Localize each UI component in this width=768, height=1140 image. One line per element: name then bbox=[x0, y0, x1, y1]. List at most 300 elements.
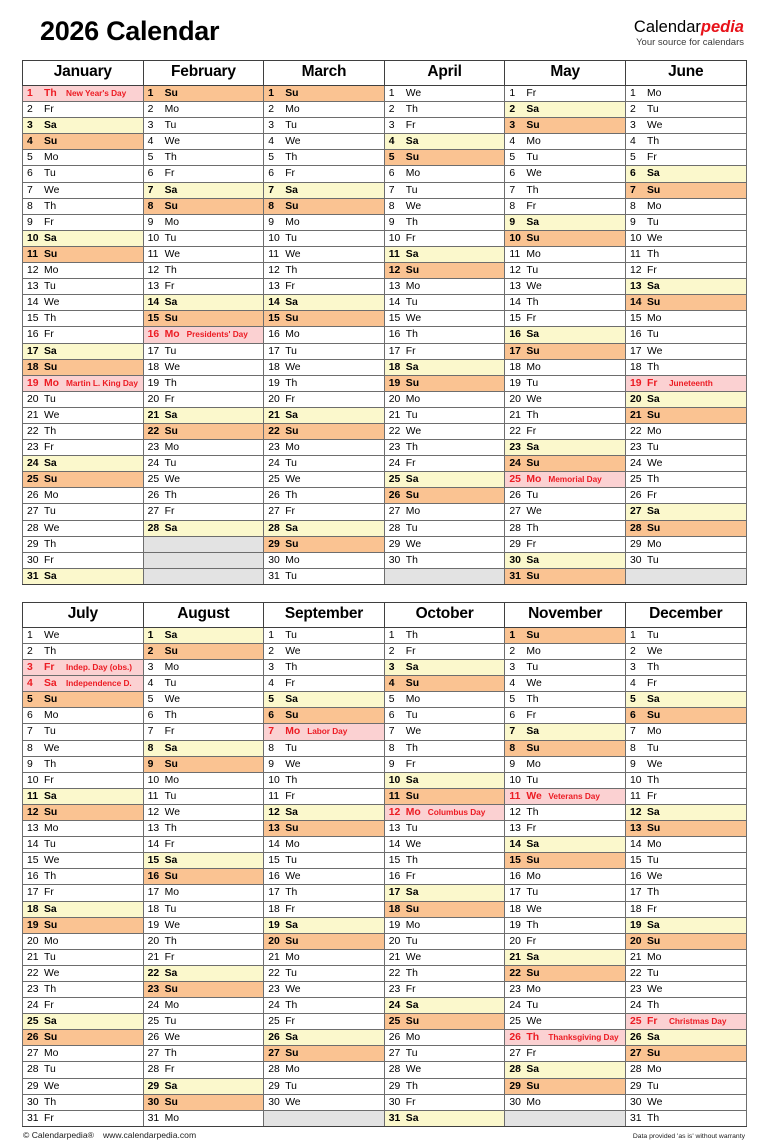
day-cell-november-25[interactable] bbox=[505, 1014, 626, 1030]
day-cell-january-6[interactable] bbox=[23, 166, 144, 182]
day-cell-august-28[interactable] bbox=[143, 1062, 264, 1078]
day-cell-april-23[interactable] bbox=[384, 440, 505, 456]
day-cell-june-3[interactable] bbox=[625, 118, 746, 134]
day-cell-june-14[interactable] bbox=[625, 295, 746, 311]
day-cell-july-31[interactable] bbox=[23, 1110, 144, 1126]
day-cell-may-29[interactable] bbox=[505, 536, 626, 552]
day-cell-march-12[interactable] bbox=[264, 263, 385, 279]
day-cell-june-27[interactable] bbox=[625, 504, 746, 520]
day-cell-december-24[interactable] bbox=[625, 998, 746, 1014]
day-cell-april-27[interactable] bbox=[384, 504, 505, 520]
day-cell-june-1[interactable] bbox=[625, 86, 746, 102]
day-cell-june-17[interactable] bbox=[625, 343, 746, 359]
day-cell-october-7[interactable] bbox=[384, 724, 505, 740]
day-cell-september-2[interactable] bbox=[264, 644, 385, 660]
day-cell-may-7[interactable] bbox=[505, 182, 626, 198]
day-cell-december-28[interactable] bbox=[625, 1062, 746, 1078]
day-cell-april-7[interactable] bbox=[384, 182, 505, 198]
day-cell-november-11[interactable] bbox=[505, 788, 626, 804]
day-cell-september-16[interactable] bbox=[264, 869, 385, 885]
day-cell-october-25[interactable] bbox=[384, 1014, 505, 1030]
day-cell-april-6[interactable] bbox=[384, 166, 505, 182]
day-cell-january-21[interactable] bbox=[23, 407, 144, 423]
day-cell-february-7[interactable] bbox=[143, 182, 264, 198]
day-cell-february-1[interactable] bbox=[143, 86, 264, 102]
day-cell-january-3[interactable] bbox=[23, 118, 144, 134]
day-cell-october-10[interactable] bbox=[384, 772, 505, 788]
day-cell-march-10[interactable] bbox=[264, 230, 385, 246]
day-cell-march-28[interactable] bbox=[264, 520, 385, 536]
day-cell-april-10[interactable] bbox=[384, 230, 505, 246]
day-cell-october-20[interactable] bbox=[384, 933, 505, 949]
day-cell-october-24[interactable] bbox=[384, 998, 505, 1014]
day-cell-february-15[interactable] bbox=[143, 311, 264, 327]
day-cell-february-21[interactable] bbox=[143, 407, 264, 423]
day-cell-january-28[interactable] bbox=[23, 520, 144, 536]
day-cell-august-9[interactable] bbox=[143, 756, 264, 772]
day-cell-july-22[interactable] bbox=[23, 965, 144, 981]
day-cell-august-30[interactable] bbox=[143, 1094, 264, 1110]
day-cell-may-21[interactable] bbox=[505, 407, 626, 423]
day-cell-july-21[interactable] bbox=[23, 949, 144, 965]
day-cell-february-11[interactable] bbox=[143, 246, 264, 262]
day-cell-august-26[interactable] bbox=[143, 1030, 264, 1046]
day-cell-august-25[interactable] bbox=[143, 1014, 264, 1030]
day-cell-july-26[interactable] bbox=[23, 1030, 144, 1046]
day-cell-may-30[interactable] bbox=[505, 552, 626, 568]
day-cell-august-12[interactable] bbox=[143, 804, 264, 820]
day-cell-july-29[interactable] bbox=[23, 1078, 144, 1094]
day-cell-june-26[interactable] bbox=[625, 488, 746, 504]
day-cell-march-27[interactable] bbox=[264, 504, 385, 520]
day-cell-june-25[interactable] bbox=[625, 472, 746, 488]
day-cell-november-19[interactable] bbox=[505, 917, 626, 933]
day-cell-august-24[interactable] bbox=[143, 998, 264, 1014]
day-cell-december-10[interactable] bbox=[625, 772, 746, 788]
day-cell-may-28[interactable] bbox=[505, 520, 626, 536]
day-cell-march-17[interactable] bbox=[264, 343, 385, 359]
day-cell-november-23[interactable] bbox=[505, 981, 626, 997]
day-cell-november-24[interactable] bbox=[505, 998, 626, 1014]
day-cell-march-30[interactable] bbox=[264, 552, 385, 568]
day-cell-may-10[interactable] bbox=[505, 230, 626, 246]
day-cell-july-19[interactable] bbox=[23, 917, 144, 933]
day-cell-august-3[interactable] bbox=[143, 660, 264, 676]
day-cell-september-24[interactable] bbox=[264, 998, 385, 1014]
day-cell-october-15[interactable] bbox=[384, 853, 505, 869]
day-cell-december-30[interactable] bbox=[625, 1094, 746, 1110]
day-cell-june-23[interactable] bbox=[625, 440, 746, 456]
day-cell-april-8[interactable] bbox=[384, 198, 505, 214]
day-cell-august-27[interactable] bbox=[143, 1046, 264, 1062]
day-cell-july-16[interactable] bbox=[23, 869, 144, 885]
day-cell-september-5[interactable] bbox=[264, 692, 385, 708]
day-cell-january-12[interactable] bbox=[23, 263, 144, 279]
day-cell-june-28[interactable] bbox=[625, 520, 746, 536]
day-cell-october-6[interactable] bbox=[384, 708, 505, 724]
day-cell-april-20[interactable] bbox=[384, 391, 505, 407]
day-cell-december-26[interactable] bbox=[625, 1030, 746, 1046]
day-cell-february-24[interactable] bbox=[143, 456, 264, 472]
day-cell-february-27[interactable] bbox=[143, 504, 264, 520]
day-cell-march-4[interactable] bbox=[264, 134, 385, 150]
day-cell-november-27[interactable] bbox=[505, 1046, 626, 1062]
day-cell-september-21[interactable] bbox=[264, 949, 385, 965]
day-cell-june-20[interactable] bbox=[625, 391, 746, 407]
day-cell-may-1[interactable] bbox=[505, 86, 626, 102]
day-cell-december-15[interactable] bbox=[625, 853, 746, 869]
day-cell-february-16[interactable] bbox=[143, 327, 264, 343]
day-cell-july-10[interactable] bbox=[23, 772, 144, 788]
day-cell-september-4[interactable] bbox=[264, 676, 385, 692]
day-cell-september-1[interactable] bbox=[264, 627, 385, 643]
day-cell-january-23[interactable] bbox=[23, 440, 144, 456]
day-cell-november-20[interactable] bbox=[505, 933, 626, 949]
day-cell-may-14[interactable] bbox=[505, 295, 626, 311]
day-cell-june-9[interactable] bbox=[625, 214, 746, 230]
day-cell-january-1[interactable] bbox=[23, 86, 144, 102]
day-cell-july-9[interactable] bbox=[23, 756, 144, 772]
day-cell-december-2[interactable] bbox=[625, 644, 746, 660]
day-cell-september-30[interactable] bbox=[264, 1094, 385, 1110]
day-cell-may-8[interactable] bbox=[505, 198, 626, 214]
day-cell-may-11[interactable] bbox=[505, 246, 626, 262]
day-cell-january-14[interactable] bbox=[23, 295, 144, 311]
day-cell-october-12[interactable] bbox=[384, 804, 505, 820]
day-cell-october-17[interactable] bbox=[384, 885, 505, 901]
day-cell-august-6[interactable] bbox=[143, 708, 264, 724]
day-cell-february-3[interactable] bbox=[143, 118, 264, 134]
day-cell-march-1[interactable] bbox=[264, 86, 385, 102]
day-cell-january-31[interactable] bbox=[23, 568, 144, 584]
day-cell-july-7[interactable] bbox=[23, 724, 144, 740]
day-cell-april-5[interactable] bbox=[384, 150, 505, 166]
day-cell-june-15[interactable] bbox=[625, 311, 746, 327]
day-cell-january-11[interactable] bbox=[23, 246, 144, 262]
day-cell-december-8[interactable] bbox=[625, 740, 746, 756]
day-cell-october-22[interactable] bbox=[384, 965, 505, 981]
day-cell-march-11[interactable] bbox=[264, 246, 385, 262]
day-cell-december-21[interactable] bbox=[625, 949, 746, 965]
day-cell-february-18[interactable] bbox=[143, 359, 264, 375]
day-cell-march-16[interactable] bbox=[264, 327, 385, 343]
day-cell-september-3[interactable] bbox=[264, 660, 385, 676]
day-cell-january-17[interactable] bbox=[23, 343, 144, 359]
day-cell-march-9[interactable] bbox=[264, 214, 385, 230]
day-cell-october-28[interactable] bbox=[384, 1062, 505, 1078]
day-cell-march-13[interactable] bbox=[264, 279, 385, 295]
day-cell-january-18[interactable] bbox=[23, 359, 144, 375]
day-cell-september-20[interactable] bbox=[264, 933, 385, 949]
day-cell-september-25[interactable] bbox=[264, 1014, 385, 1030]
day-cell-january-4[interactable] bbox=[23, 134, 144, 150]
day-cell-may-13[interactable] bbox=[505, 279, 626, 295]
day-cell-may-16[interactable] bbox=[505, 327, 626, 343]
day-cell-july-11[interactable] bbox=[23, 788, 144, 804]
day-cell-august-16[interactable] bbox=[143, 869, 264, 885]
day-cell-august-8[interactable] bbox=[143, 740, 264, 756]
day-cell-may-12[interactable] bbox=[505, 263, 626, 279]
day-cell-january-15[interactable] bbox=[23, 311, 144, 327]
day-cell-july-5[interactable] bbox=[23, 692, 144, 708]
day-cell-april-25[interactable] bbox=[384, 472, 505, 488]
day-cell-december-5[interactable] bbox=[625, 692, 746, 708]
day-cell-september-11[interactable] bbox=[264, 788, 385, 804]
day-cell-july-4[interactable] bbox=[23, 676, 144, 692]
day-cell-november-10[interactable] bbox=[505, 772, 626, 788]
day-cell-april-22[interactable] bbox=[384, 423, 505, 439]
day-cell-july-14[interactable] bbox=[23, 837, 144, 853]
day-cell-june-2[interactable] bbox=[625, 102, 746, 118]
day-cell-october-3[interactable] bbox=[384, 660, 505, 676]
day-cell-november-7[interactable] bbox=[505, 724, 626, 740]
day-cell-july-15[interactable] bbox=[23, 853, 144, 869]
day-cell-march-20[interactable] bbox=[264, 391, 385, 407]
day-cell-march-7[interactable] bbox=[264, 182, 385, 198]
day-cell-november-18[interactable] bbox=[505, 901, 626, 917]
day-cell-march-22[interactable] bbox=[264, 423, 385, 439]
day-cell-march-5[interactable] bbox=[264, 150, 385, 166]
day-cell-january-10[interactable] bbox=[23, 230, 144, 246]
day-cell-october-8[interactable] bbox=[384, 740, 505, 756]
day-cell-february-5[interactable] bbox=[143, 150, 264, 166]
day-cell-february-22[interactable] bbox=[143, 423, 264, 439]
day-cell-august-22[interactable] bbox=[143, 965, 264, 981]
day-cell-june-5[interactable] bbox=[625, 150, 746, 166]
day-cell-september-23[interactable] bbox=[264, 981, 385, 997]
day-cell-july-23[interactable] bbox=[23, 981, 144, 997]
day-cell-july-24[interactable] bbox=[23, 998, 144, 1014]
day-cell-january-22[interactable] bbox=[23, 423, 144, 439]
day-cell-august-13[interactable] bbox=[143, 821, 264, 837]
day-cell-april-19[interactable] bbox=[384, 375, 505, 391]
day-cell-november-9[interactable] bbox=[505, 756, 626, 772]
day-cell-march-2[interactable] bbox=[264, 102, 385, 118]
day-cell-september-22[interactable] bbox=[264, 965, 385, 981]
day-cell-july-13[interactable] bbox=[23, 821, 144, 837]
day-cell-november-21[interactable] bbox=[505, 949, 626, 965]
day-cell-january-2[interactable] bbox=[23, 102, 144, 118]
day-cell-december-23[interactable] bbox=[625, 981, 746, 997]
day-cell-december-14[interactable] bbox=[625, 837, 746, 853]
day-cell-september-6[interactable] bbox=[264, 708, 385, 724]
day-cell-may-5[interactable] bbox=[505, 150, 626, 166]
day-cell-september-7[interactable] bbox=[264, 724, 385, 740]
day-cell-december-16[interactable] bbox=[625, 869, 746, 885]
day-cell-november-28[interactable] bbox=[505, 1062, 626, 1078]
day-cell-august-5[interactable] bbox=[143, 692, 264, 708]
day-cell-march-31[interactable] bbox=[264, 568, 385, 584]
day-cell-october-11[interactable] bbox=[384, 788, 505, 804]
day-cell-april-30[interactable] bbox=[384, 552, 505, 568]
day-cell-june-8[interactable] bbox=[625, 198, 746, 214]
day-cell-february-23[interactable] bbox=[143, 440, 264, 456]
day-cell-january-30[interactable] bbox=[23, 552, 144, 568]
day-cell-january-25[interactable] bbox=[23, 472, 144, 488]
day-cell-december-17[interactable] bbox=[625, 885, 746, 901]
day-cell-february-12[interactable] bbox=[143, 263, 264, 279]
day-cell-may-24[interactable] bbox=[505, 456, 626, 472]
day-cell-february-6[interactable] bbox=[143, 166, 264, 182]
day-cell-june-22[interactable] bbox=[625, 423, 746, 439]
day-cell-june-18[interactable] bbox=[625, 359, 746, 375]
day-cell-january-13[interactable] bbox=[23, 279, 144, 295]
day-cell-april-15[interactable] bbox=[384, 311, 505, 327]
day-cell-august-19[interactable] bbox=[143, 917, 264, 933]
day-cell-june-29[interactable] bbox=[625, 536, 746, 552]
day-cell-april-26[interactable] bbox=[384, 488, 505, 504]
day-cell-june-7[interactable] bbox=[625, 182, 746, 198]
day-cell-july-2[interactable] bbox=[23, 644, 144, 660]
day-cell-june-16[interactable] bbox=[625, 327, 746, 343]
day-cell-july-18[interactable] bbox=[23, 901, 144, 917]
day-cell-march-14[interactable] bbox=[264, 295, 385, 311]
day-cell-november-15[interactable] bbox=[505, 853, 626, 869]
day-cell-july-17[interactable] bbox=[23, 885, 144, 901]
day-cell-january-24[interactable] bbox=[23, 456, 144, 472]
day-cell-march-18[interactable] bbox=[264, 359, 385, 375]
day-cell-september-13[interactable] bbox=[264, 821, 385, 837]
day-cell-september-19[interactable] bbox=[264, 917, 385, 933]
day-cell-june-13[interactable] bbox=[625, 279, 746, 295]
day-cell-november-30[interactable] bbox=[505, 1094, 626, 1110]
day-cell-november-5[interactable] bbox=[505, 692, 626, 708]
day-cell-july-12[interactable] bbox=[23, 804, 144, 820]
day-cell-april-18[interactable] bbox=[384, 359, 505, 375]
day-cell-november-14[interactable] bbox=[505, 837, 626, 853]
day-cell-february-25[interactable] bbox=[143, 472, 264, 488]
day-cell-january-16[interactable] bbox=[23, 327, 144, 343]
day-cell-december-29[interactable] bbox=[625, 1078, 746, 1094]
day-cell-december-3[interactable] bbox=[625, 660, 746, 676]
day-cell-february-19[interactable] bbox=[143, 375, 264, 391]
day-cell-october-30[interactable] bbox=[384, 1094, 505, 1110]
day-cell-april-24[interactable] bbox=[384, 456, 505, 472]
day-cell-may-19[interactable] bbox=[505, 375, 626, 391]
day-cell-july-28[interactable] bbox=[23, 1062, 144, 1078]
day-cell-june-11[interactable] bbox=[625, 246, 746, 262]
day-cell-march-24[interactable] bbox=[264, 456, 385, 472]
day-cell-april-11[interactable] bbox=[384, 246, 505, 262]
day-cell-june-4[interactable] bbox=[625, 134, 746, 150]
day-cell-march-3[interactable] bbox=[264, 118, 385, 134]
day-cell-april-28[interactable] bbox=[384, 520, 505, 536]
day-cell-july-20[interactable] bbox=[23, 933, 144, 949]
day-cell-june-19[interactable] bbox=[625, 375, 746, 391]
day-cell-april-21[interactable] bbox=[384, 407, 505, 423]
day-cell-march-21[interactable] bbox=[264, 407, 385, 423]
day-cell-december-31[interactable] bbox=[625, 1110, 746, 1126]
day-cell-november-16[interactable] bbox=[505, 869, 626, 885]
day-cell-july-3[interactable] bbox=[23, 660, 144, 676]
day-cell-january-7[interactable] bbox=[23, 182, 144, 198]
day-cell-march-23[interactable] bbox=[264, 440, 385, 456]
day-cell-august-23[interactable] bbox=[143, 981, 264, 997]
day-cell-may-22[interactable] bbox=[505, 423, 626, 439]
day-cell-february-26[interactable] bbox=[143, 488, 264, 504]
day-cell-august-14[interactable] bbox=[143, 837, 264, 853]
day-cell-december-13[interactable] bbox=[625, 821, 746, 837]
day-cell-november-13[interactable] bbox=[505, 821, 626, 837]
day-cell-november-2[interactable] bbox=[505, 644, 626, 660]
day-cell-february-28[interactable] bbox=[143, 520, 264, 536]
day-cell-july-30[interactable] bbox=[23, 1094, 144, 1110]
day-cell-december-25[interactable] bbox=[625, 1014, 746, 1030]
day-cell-april-9[interactable] bbox=[384, 214, 505, 230]
day-cell-may-3[interactable] bbox=[505, 118, 626, 134]
day-cell-december-9[interactable] bbox=[625, 756, 746, 772]
day-cell-may-23[interactable] bbox=[505, 440, 626, 456]
day-cell-october-2[interactable] bbox=[384, 644, 505, 660]
day-cell-april-29[interactable] bbox=[384, 536, 505, 552]
day-cell-april-1[interactable] bbox=[384, 86, 505, 102]
day-cell-september-8[interactable] bbox=[264, 740, 385, 756]
day-cell-november-12[interactable] bbox=[505, 804, 626, 820]
day-cell-january-29[interactable] bbox=[23, 536, 144, 552]
day-cell-october-14[interactable] bbox=[384, 837, 505, 853]
day-cell-august-17[interactable] bbox=[143, 885, 264, 901]
day-cell-august-10[interactable] bbox=[143, 772, 264, 788]
day-cell-october-27[interactable] bbox=[384, 1046, 505, 1062]
day-cell-november-4[interactable] bbox=[505, 676, 626, 692]
day-cell-october-23[interactable] bbox=[384, 981, 505, 997]
day-cell-august-31[interactable] bbox=[143, 1110, 264, 1126]
day-cell-may-15[interactable] bbox=[505, 311, 626, 327]
day-cell-may-18[interactable] bbox=[505, 359, 626, 375]
day-cell-may-2[interactable] bbox=[505, 102, 626, 118]
day-cell-november-17[interactable] bbox=[505, 885, 626, 901]
day-cell-january-20[interactable] bbox=[23, 391, 144, 407]
day-cell-september-17[interactable] bbox=[264, 885, 385, 901]
day-cell-january-8[interactable] bbox=[23, 198, 144, 214]
day-cell-february-14[interactable] bbox=[143, 295, 264, 311]
day-cell-june-21[interactable] bbox=[625, 407, 746, 423]
day-cell-june-24[interactable] bbox=[625, 456, 746, 472]
day-cell-february-8[interactable] bbox=[143, 198, 264, 214]
day-cell-november-22[interactable] bbox=[505, 965, 626, 981]
day-cell-december-11[interactable] bbox=[625, 788, 746, 804]
day-cell-january-26[interactable] bbox=[23, 488, 144, 504]
day-cell-july-25[interactable] bbox=[23, 1014, 144, 1030]
day-cell-may-31[interactable] bbox=[505, 568, 626, 584]
day-cell-september-29[interactable] bbox=[264, 1078, 385, 1094]
day-cell-november-1[interactable] bbox=[505, 627, 626, 643]
day-cell-december-12[interactable] bbox=[625, 804, 746, 820]
day-cell-march-8[interactable] bbox=[264, 198, 385, 214]
day-cell-november-26[interactable] bbox=[505, 1030, 626, 1046]
day-cell-february-20[interactable] bbox=[143, 391, 264, 407]
day-cell-august-11[interactable] bbox=[143, 788, 264, 804]
day-cell-july-8[interactable] bbox=[23, 740, 144, 756]
day-cell-may-20[interactable] bbox=[505, 391, 626, 407]
day-cell-january-5[interactable] bbox=[23, 150, 144, 166]
day-cell-december-1[interactable] bbox=[625, 627, 746, 643]
day-cell-april-16[interactable] bbox=[384, 327, 505, 343]
day-cell-october-31[interactable] bbox=[384, 1110, 505, 1126]
day-cell-march-19[interactable] bbox=[264, 375, 385, 391]
day-cell-december-20[interactable] bbox=[625, 933, 746, 949]
day-cell-august-29[interactable] bbox=[143, 1078, 264, 1094]
day-cell-may-27[interactable] bbox=[505, 504, 626, 520]
day-cell-september-27[interactable] bbox=[264, 1046, 385, 1062]
day-cell-december-19[interactable] bbox=[625, 917, 746, 933]
day-cell-may-4[interactable] bbox=[505, 134, 626, 150]
day-cell-october-13[interactable] bbox=[384, 821, 505, 837]
day-cell-september-15[interactable] bbox=[264, 853, 385, 869]
day-cell-may-25[interactable] bbox=[505, 472, 626, 488]
day-cell-october-29[interactable] bbox=[384, 1078, 505, 1094]
day-cell-march-26[interactable] bbox=[264, 488, 385, 504]
